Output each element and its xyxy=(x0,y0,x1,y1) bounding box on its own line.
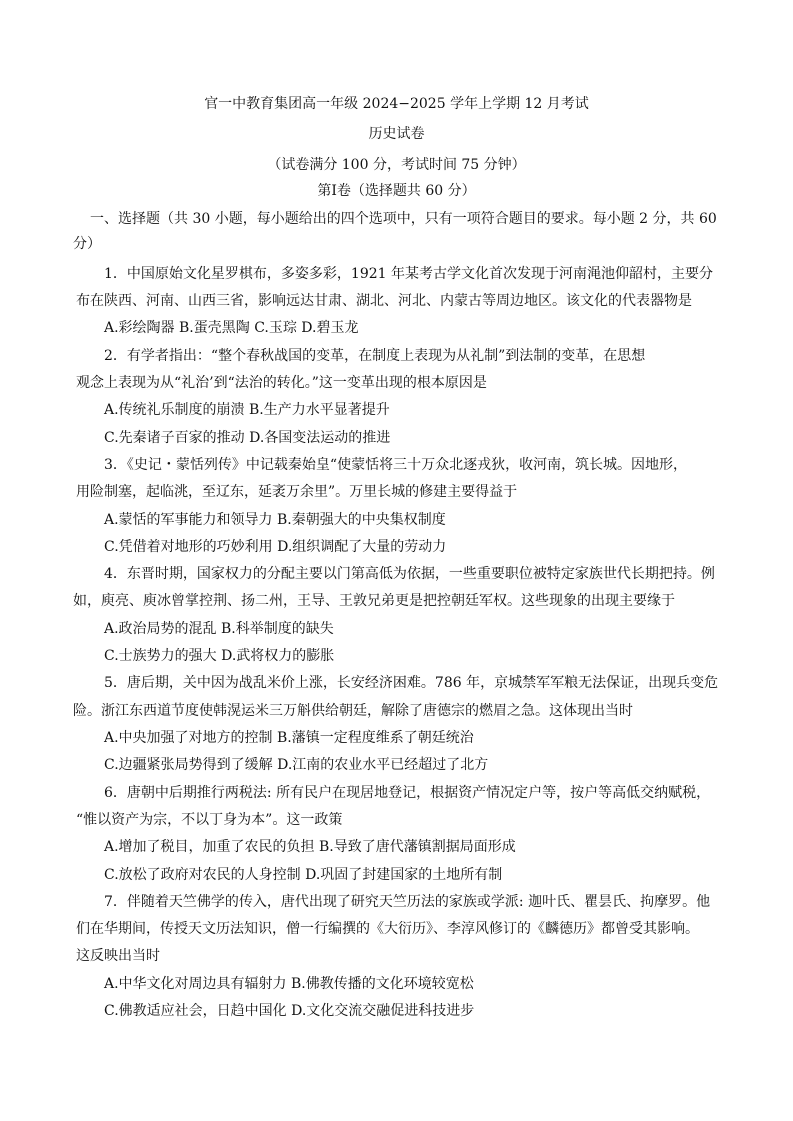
section-instruction-cont: 分） xyxy=(73,236,101,252)
question-6-options-2: C.放松了政府对农民的人身控制 D.巩固了封建国家的土地所有制 xyxy=(104,867,503,883)
question-3-stem-line-1: 3．《史记・蒙恬列传》中记载秦始皇“使蒙恬将三十万众北逐戎狄，收河南，筑长城。因地形， xyxy=(104,457,688,473)
question-6-stem-line-2: “惟以资产为宗，不以丁身为本”。这一政策 xyxy=(76,812,343,828)
question-7-stem-line-1: 7．伴随着天竺佛学的传入，唐代出现了研究天竺历法的家族或学派: 迦叶氏、瞿昙氏、拘摩罗。他 xyxy=(104,894,711,910)
question-7-stem-line-2: 们在华期间，传授天文历法知识，僧一行编撰的《大衍历》、李淳风修订的《麟德历》都曾受其影响。 xyxy=(76,921,699,937)
question-3-options-1: A.蒙恬的军事能力和领导力 B.秦朝强大的中央集权制度 xyxy=(104,512,446,528)
question-2-options-1: A.传统礼乐制度的崩溃 B.生产力水平显著提升 xyxy=(104,402,390,418)
subject-title: 历史试卷 xyxy=(368,126,425,142)
question-2-options-2: C.先秦诸子百家的推动 D.各国变法运动的推进 xyxy=(104,430,391,446)
question-5-options-1: A.中央加强了对地方的控制 B.藩镇一定程度维系了朝廷统治 xyxy=(104,730,474,746)
question-5-stem-line-1: 5．唐后期，关中因为战乱米价上涨，长安经济困难。786 年，京城禁军军粮无法保证，出现兵变危 xyxy=(104,675,719,691)
question-7-stem-line-3: 这反映出当时 xyxy=(76,948,160,964)
question-1-stem-line-1: 1．中国原始文化星罗棋布，多姿多彩，1921 年某考古学文化首次发现于河南渑池仰韶村，主要分 xyxy=(104,266,713,282)
question-4-stem-line-1: 4．东晋时期，国家权力的分配主要以门第高低为依据，一些重要职位被特定家族世代长期把持。例 xyxy=(104,566,715,582)
question-4-options-1: A.政治局势的混乱 B.科举制度的缺失 xyxy=(104,621,334,637)
question-4-options-2: C.士族势力的强大 D.武将权力的膨胀 xyxy=(104,648,335,664)
question-7-options-2: C.佛教适应社会，日趋中国化 D.文化交流交融促进科技进步 xyxy=(104,1003,475,1019)
question-7-options-1: A.中华文化对周边具有辐射力 B.佛教传播的文化环境较宽松 xyxy=(104,976,474,992)
section-instruction: 一、选择题（共 30 小题，每小题给出的四个选项中，只有一项符合题目的要求。每小题 2 分，共 60 xyxy=(90,211,717,227)
question-2-stem-line-2: 观念上表现为从“礼治’到“法治的转化。”这一变革出现的根本原因是 xyxy=(76,375,487,391)
exam-note: （试卷满分 100 分，考试时间 75 分钟） xyxy=(267,157,526,173)
question-1-stem-line-2: 布在陕西、河南、山西三省，影响远达甘肃、湖北、河北、内蒙古等周边地区。该文化的代表器物是 xyxy=(76,293,692,309)
question-5-options-2: C.边疆紧张局势得到了缓解 D.江南的农业水平已经超过了北方 xyxy=(104,757,489,773)
question-6-stem-line-1: 6．唐朝中后期推行两税法: 所有民户在现居地登记，根据资产情况定户等，按户等高低交纳赋税， xyxy=(104,785,711,801)
question-2-stem-line-1: 2．有学者指出：“整个春秋战国的变革，在制度上表现为从礼制”到法制的变革，在思想 xyxy=(104,348,646,364)
question-4-stem-line-2: 如，庾亮、庾冰曾掌控荆、扬二州，王导、王敦兄弟更是把控朝廷军权。这些现象的出现主要缘于 xyxy=(73,593,675,609)
question-5-stem-line-2: 险。浙江东西道节度使韩滉运米三万斛供给朝廷，解除了唐德宗的燃眉之急。这体现出当时 xyxy=(73,703,633,719)
question-3-stem-line-2: 用险制塞，起临洮，至辽东，延袤万余里”。万里长城的修建主要得益于 xyxy=(76,484,518,500)
question-6-options-1: A.增加了税目，加重了农民的负担 B.导致了唐代藩镇割据局面形成 xyxy=(104,839,516,855)
exam-title: 官一中教育集团高一年级 2024−2025 学年上学期 12 月考试 xyxy=(204,96,589,112)
question-1-options: A.彩绘陶器 B.蛋壳黑陶 C.玉琮 D.碧玉龙 xyxy=(104,320,359,336)
part-heading: 第Ⅰ卷（选择题共 60 分） xyxy=(317,183,476,199)
question-3-options-2: C.凭借着对地形的巧妙利用 D.组织调配了大量的劳动力 xyxy=(104,539,447,555)
